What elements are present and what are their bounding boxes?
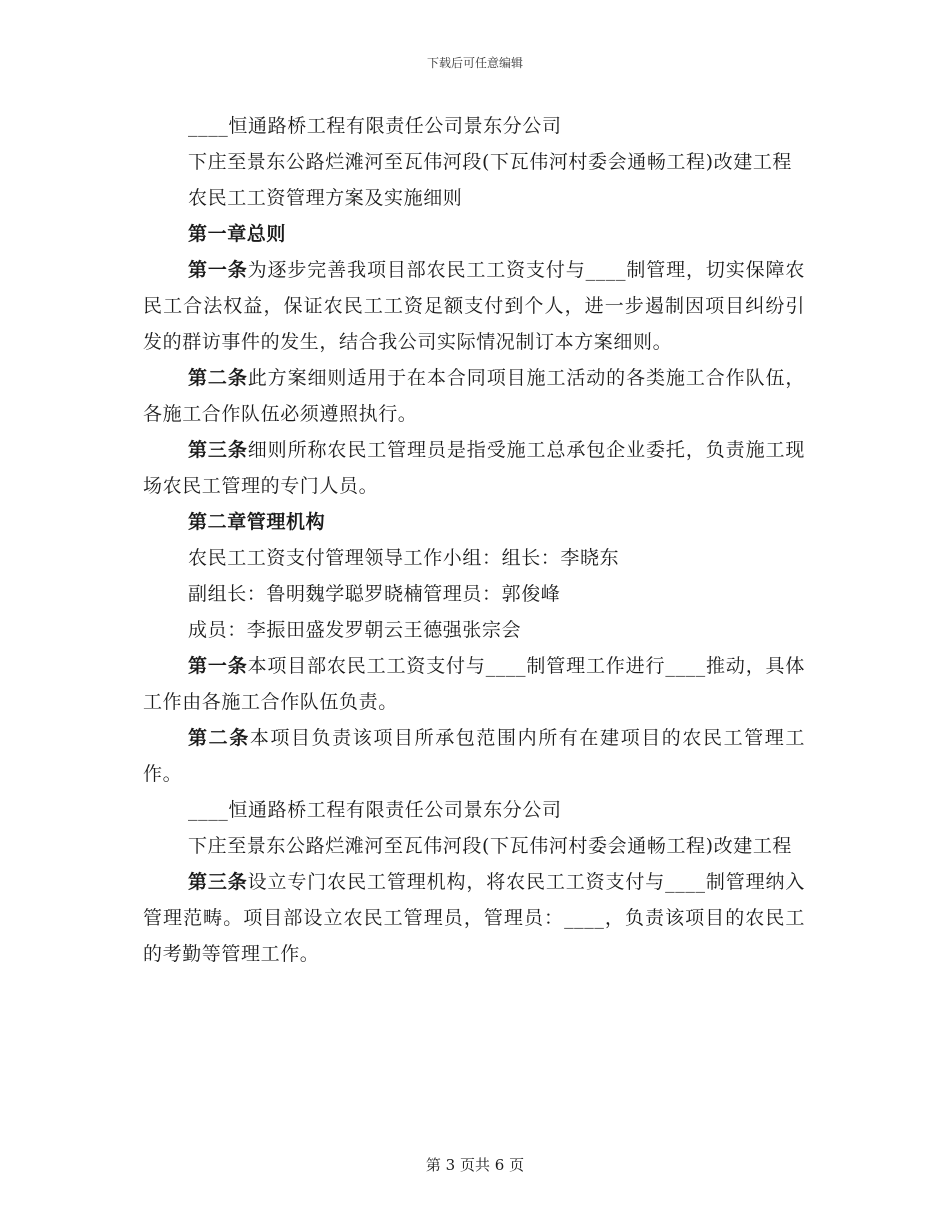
article-text: 此方案细则适用于在本合同项目施工活动的各类施工合作队伍，各施工合作队伍必须遵照执行。 bbox=[143, 367, 805, 425]
body-paragraph: ____恒通路桥工程有限责任公司景东分公司 bbox=[188, 115, 562, 137]
article-label: 第一条 bbox=[188, 655, 248, 677]
body-paragraph: 副组长：鲁明魏学聪罗晓楠管理员：郭俊峰 bbox=[188, 583, 561, 605]
body-paragraph: 农民工工资支付管理领导工作小组：组长：李晓东 bbox=[188, 547, 620, 569]
article-label: 第三条 bbox=[188, 871, 248, 893]
body-paragraph: 下庄至景东公路烂滩河至瓦伟河段(下瓦伟河村委会通畅工程)改建工程 bbox=[188, 835, 793, 857]
article-paragraph bbox=[143, 432, 805, 504]
article-label: 第一条 bbox=[188, 259, 248, 281]
body-paragraph: 下庄至景东公路烂滩河至瓦伟河段(下瓦伟河村委会通畅工程)改建工程 bbox=[188, 151, 793, 173]
article-text: 本项目负责该项目所承包范围内所有在建项目的农民工管理工作。 bbox=[143, 727, 805, 785]
page-number: 第 3 页共 6 页 bbox=[425, 1156, 525, 1174]
document-body bbox=[143, 108, 805, 972]
body-paragraph: 农民工工资管理方案及实施细则 bbox=[188, 187, 463, 209]
chapter-heading: 第一章总则 bbox=[188, 223, 287, 245]
article-paragraph bbox=[143, 360, 805, 432]
article-text: 本项目部农民工工资支付与____制管理工作进行____推动，具体工作由各施工合作队伍负责。 bbox=[143, 655, 805, 713]
article-paragraph bbox=[143, 720, 805, 792]
article-text: 细则所称农民工管理员是指受施工总承包企业委托，负责施工现场农民工管理的专门人员。 bbox=[143, 439, 805, 497]
page-header: 下载后可任意编辑 bbox=[426, 56, 523, 70]
article-paragraph bbox=[143, 864, 805, 972]
article-paragraph bbox=[143, 252, 805, 360]
article-label: 第二条 bbox=[188, 367, 248, 389]
article-label: 第三条 bbox=[188, 439, 248, 461]
article-text: 设立专门农民工管理机构，将农民工工资支付与____制管理纳入管理范畴。项目部设立农民工管理员，管理员：____，负责该项目的农民工的考勤等管理工作。 bbox=[143, 871, 805, 965]
body-paragraph: 成员：李振田盛发罗朝云王德强张宗会 bbox=[188, 619, 522, 641]
article-label: 第二条 bbox=[188, 727, 250, 749]
body-paragraph: ____恒通路桥工程有限责任公司景东分公司 bbox=[188, 799, 562, 821]
chapter-heading: 第二章管理机构 bbox=[188, 511, 326, 533]
article-text: 为逐步完善我项目部农民工工资支付与____制管理，切实保障农民工合法权益，保证农民工工资足额支付到个人，进一步遏制因项目纠纷引发的群访事件的发生，结合我公司实际情况制订本方案细则。 bbox=[143, 259, 805, 353]
article-paragraph bbox=[143, 648, 805, 720]
